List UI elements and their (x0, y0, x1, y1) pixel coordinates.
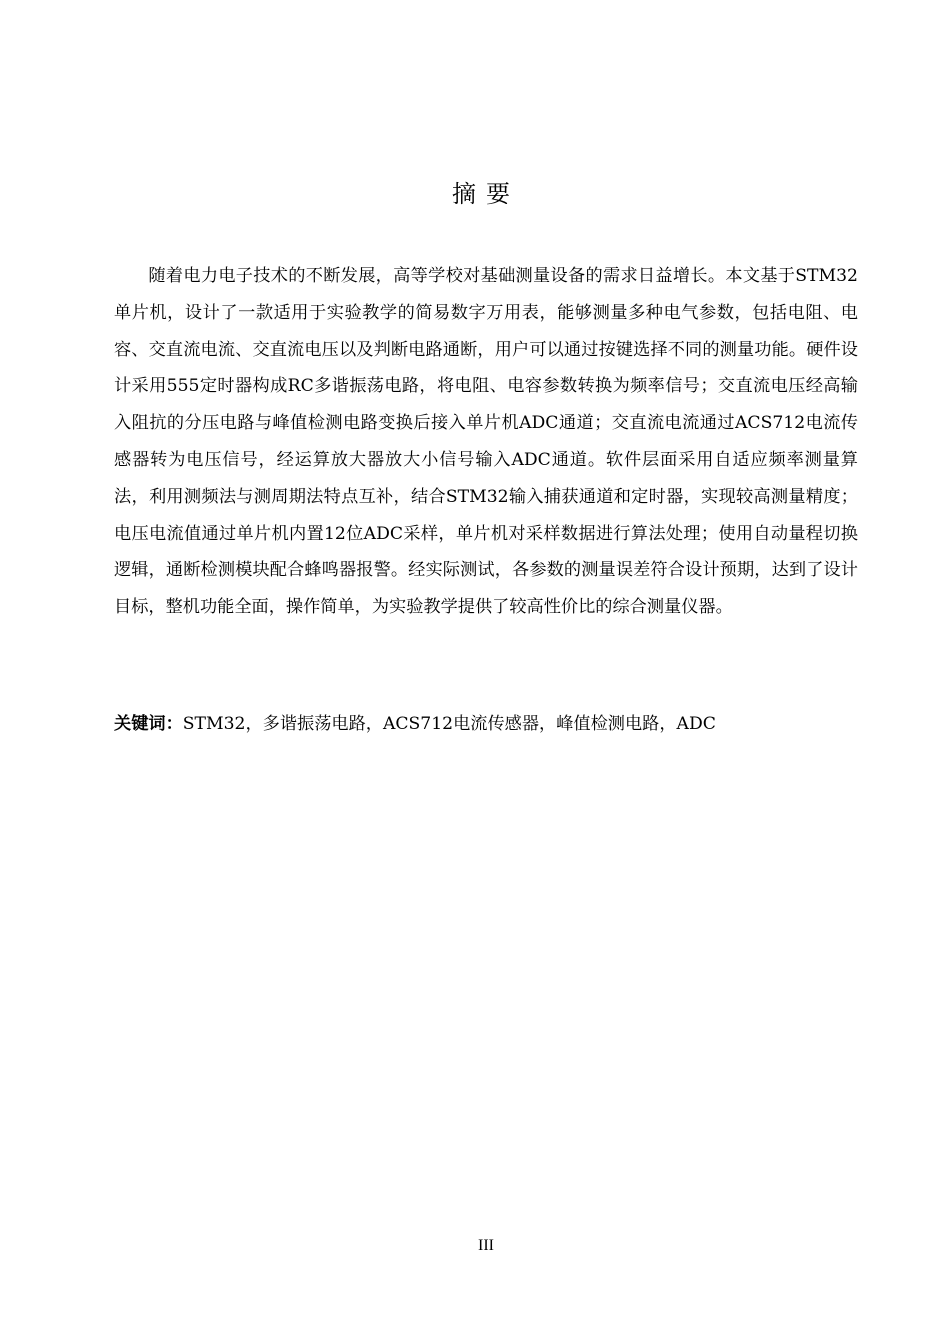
keywords-label: 关键词： (114, 714, 183, 734)
page-title: 摘要 (452, 180, 520, 208)
keywords-line (114, 706, 874, 742)
page-number: III (478, 1237, 494, 1254)
keywords-text: STM32，多谐振荡电路，ACS712电流传感器，峰值检测电路，ADC (182, 714, 716, 734)
abstract-paragraph: 随着电力电子技术的不断发展，高等学校对基础测量设备的需求日益增长。本文基于STM32单片机，设计了一款适用于实验教学的简易数字万用表，能够测量多种电气参数，包括电阻、电容、交直流电流、交直流电压以及判断电路通断，用户可以通过按键选择不同的测量功能。硬件设计采用555定时器构成RC多谐振荡电路，将电阻、电容参数转换为频率信号；交直流电压经高输入阻抗的分压电路与峰值检测电路变换后接入单片机ADC通道；交直流电流通过ACS712电流传感器转为电压信号，经运算放大器放大小信号输入ADC通道。软件层面采用自适应频率测量算法，利用测频法与测周期法特点互补，结合STM32输入捕获通道和定时器，实现较高测量精度；电压电流值通过单片机内置12位ADC采样，单片机对采样数据进行算法处理；使用自动量程切换逻辑，通断检测模块配合蜂鸣器报警。经实际测试，各参数的测量误差符合设计预期，达到了设计目标，整机功能全面，操作简单，为实验教学提供了较高性价比的综合测量仪器。 (114, 266, 858, 618)
